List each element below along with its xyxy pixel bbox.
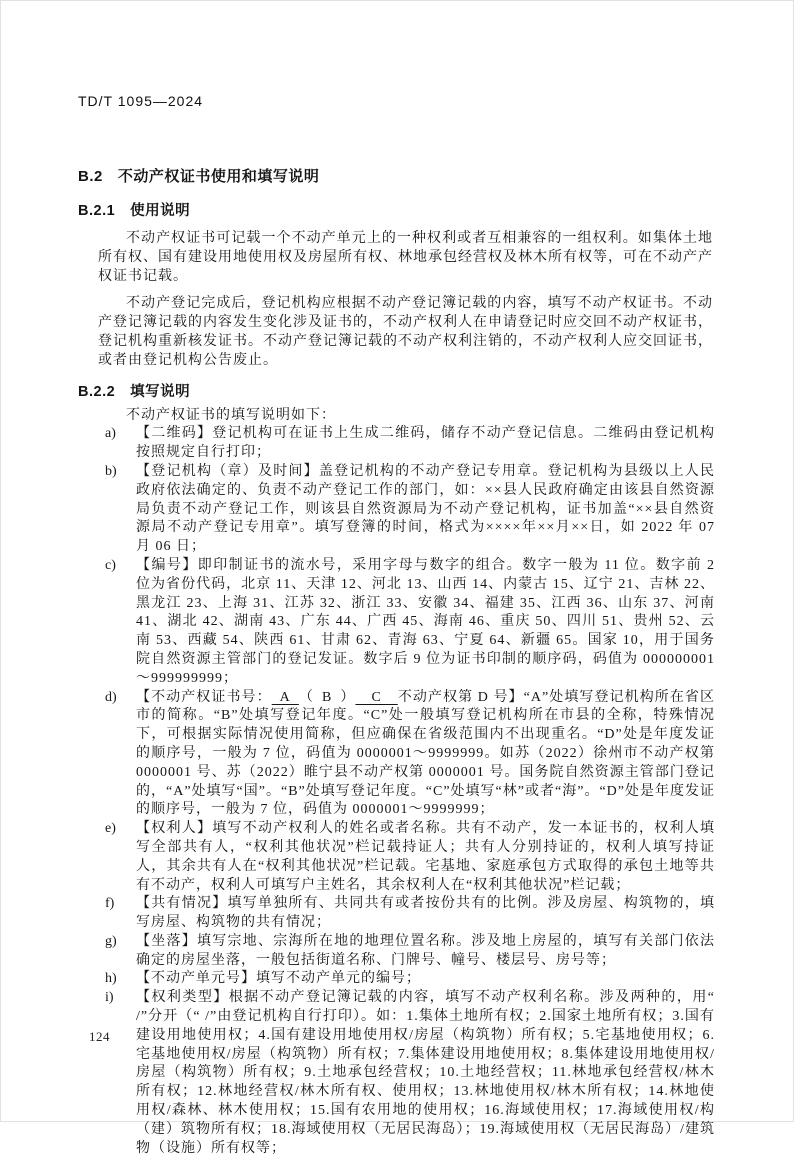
list-item	[105, 933, 715, 971]
list-item-marker: a)	[105, 426, 116, 442]
list-item-marker: b)	[105, 463, 117, 479]
section-b21-number: B.2.1	[78, 203, 116, 219]
list-item	[105, 425, 715, 463]
text-segment: （ B ）	[298, 689, 356, 705]
fill-instructions-list	[105, 425, 715, 1158]
list-item	[105, 895, 715, 933]
text-segment: 【登记机构（章）及时间】盖登记机构的不动产登记专用章。登记机构为县级以上人民政府依法确定的、负责不动产登记工作的部门，如：××县人民政府确定由该县自然资源局负责不动产登记工作，则该县自然资源局为不动产登记机构，证书加盖“××县自然资源局不动产登记专用章”。填写登簿的时间，格式为××××年××月××日，如 2022 年 07 月 06 日；	[136, 463, 715, 555]
list-item-marker: f)	[105, 896, 115, 912]
text-segment: 【不动产单元号】填写不动产单元的编号；	[136, 971, 421, 987]
list-item-marker: e)	[105, 821, 116, 837]
list-item	[105, 989, 715, 1158]
text-segment: 【权利人】填写不动产权利人的姓名或者名称。共有不动产，发一本证书的，权利人填写全部共有人，“权利其他状况”栏记载持证人；共有人分别持证的，权利人填写持证人，其余共有人在“权利其他状况”栏记载。宅基地、家庭承包方式取得的承包土地等共有不动产，权利人可填写户主姓名，其余权利人在“权利其他状况”栏记载；	[136, 821, 715, 893]
text-segment: 【共有情况】填写单独所有、共同共有或者按份共有的比例。涉及房屋、构筑物的，填写房屋、构筑物的共有情况；	[136, 896, 715, 931]
list-item-text	[136, 557, 715, 689]
fill-instructions-intro: 不动产权证书的填写说明如下：	[126, 407, 336, 423]
standard-code-header: TD/T 1095—2024	[78, 93, 204, 109]
list-item-marker: c)	[105, 557, 116, 573]
list-item-marker: h)	[105, 971, 117, 987]
list-item-marker: i)	[105, 990, 114, 1006]
page-number: 124	[89, 1029, 110, 1044]
list-item-text	[136, 820, 715, 895]
section-b22-heading	[78, 380, 793, 401]
section-b2-number: B.2	[78, 168, 103, 185]
section-b22-number: B.2.2	[78, 383, 116, 400]
usage-paragraph-2: 不动产登记完成后，登记机构应根据不动产登记簿记载的内容，填写不动产权证书。不动产登记簿记载的内容发生变化涉及证书的，不动产权利人在申请登记时应交回不动产权证书，登记机构重新核发证书。不动产登记簿记载的不动产权利注销的，不动产权利人应交回证书，或者由登记机构公告废止。	[98, 296, 713, 368]
section-b2-title: 不动产权证书使用和填写说明	[117, 168, 320, 185]
text-segment: 【不动产权证书号：	[136, 689, 272, 705]
list-item-marker: d)	[105, 689, 117, 705]
list-item-marker: g)	[105, 933, 117, 949]
section-b21-heading	[78, 199, 793, 220]
usage-paragraph-1: 不动产权证书可记载一个不动产单元上的一种权利或者互相兼容的一组权利。如集体土地所有权、国有建设用地使用权及房屋所有权、林地承包经营权及林木所有权等，可在不动产产权证书记载。	[98, 231, 713, 284]
section-b22-title: 填写说明	[130, 383, 191, 400]
list-item	[105, 689, 715, 821]
text-segment: 不动产权第 D 号】“A”处填写登记机构所在省区市的简称。“B”处填写登记年度。“C”处一般填写登记机构所在市县的全称，特殊情况下，可根据实际情况使用简称，但应确保在省级范围内不出现重名。“D”处是年度发证的顺序号，一般为 7 位，码值为 0000001～9999999。如苏（2022）徐州市不动产权第 0000001 号、苏（2022）睢宁县不动产权第 0000001 号。国务院自然资源主管部门登记的，“A”处填写“国”。“B”处填写登记年度。“C”处填写“林”或者“海”。“D”处是年度发证的顺序号，一般为 7 位，码值为 0000001～9999999；	[136, 689, 715, 818]
section-b2-heading	[78, 165, 793, 186]
list-item-text	[136, 970, 715, 989]
list-item-text	[136, 989, 715, 1158]
list-item-text	[136, 895, 715, 933]
list-item-text	[136, 689, 715, 821]
underlined-placeholder: A	[271, 689, 299, 705]
list-item-text	[136, 463, 715, 557]
list-item-text	[136, 933, 715, 971]
text-segment: 【坐落】填写宗地、宗海所在地的地理位置名称。涉及地上房屋的，填写有关部门依法确定的房屋坐落，一般包括街道名称、门牌号、幢号、楼层号、房号等；	[136, 933, 715, 968]
text-segment: 【二维码】登记机构可在证书上生成二维码，储存不动产登记信息。二维码由登记机构按照规定自行打印；	[136, 426, 715, 461]
text-segment: 【编号】即印制证书的流水号，采用字母与数字的组合。数字一般为 11 位。数字前 2 位为省份代码，北京 11、天津 12、河北 13、山西 14、内蒙古 15、辽宁 21、吉林 22、黑龙江 23、上海 31、江苏 32、浙江 33、安徽 34、福建 35、江西 36、山东 37、河南 41、湖北 42、湖南 43、广东 44、广西 45、海南 46、重庆 50、四川 51、贵州 52、云南 53、西藏 54、陕西 61、甘肃 62、青海 63、宁夏 64、新疆 65。国家 10，用于国务院自然资源主管部门的登记发证。数字后 9 位为证书印制的顺序码，码值为 000000001～999999999；	[136, 557, 715, 686]
list-item	[105, 970, 715, 989]
list-item	[105, 820, 715, 895]
list-item-text	[136, 425, 715, 463]
text-segment: 【权利类型】根据不动产登记簿记载的内容，填写不动产权利名称。涉及两种的，用“ /”分开（“ /”由登记机构自行打印）。如：1.集体土地所有权；2.国家土地所有权；3.国有建设用地使用权；4.国有建设用地使用权/房屋（构筑物）所有权；5.宅基地使用权；6.宅基地使用权/房屋（构筑物）所有权；7.集体建设用地使用权；8.集体建设用地使用权/房屋（构筑物）所有权；9.土地承包经营权；10.土地经营权；11.林地承包经营权/林木所有权；12.林地经营权/林木所有权、使用权；13.林地使用权/林木所有权；14.林地使用权/森林、林木使用权；15.国有农用地的使用权；16.海域使用权；17.海域使用权/构（建）筑物所有权；18.海域使用权（无居民海岛）；19.海域使用权（无居民海岛）/建筑物（设施）所有权等；	[136, 990, 715, 1156]
underlined-placeholder: C	[355, 689, 398, 705]
section-b21-title: 使用说明	[130, 203, 191, 219]
list-item	[105, 463, 715, 557]
list-item	[105, 557, 715, 689]
